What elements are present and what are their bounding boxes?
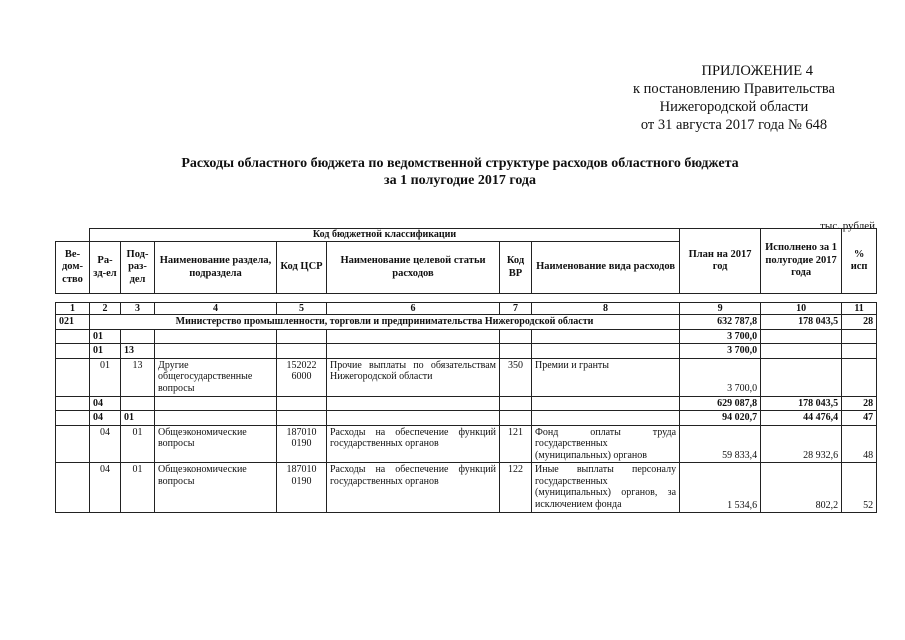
col-number: 10 xyxy=(761,303,842,315)
exec-cell: 178 043,5 xyxy=(761,315,842,330)
region-line: Нижегородской области xyxy=(659,99,809,115)
csr-cell: 152022 6000 xyxy=(277,358,327,396)
col-razdel-header: Ра-зд-ел xyxy=(90,242,121,294)
razdel-cell: 04 xyxy=(90,425,121,463)
podrazdel-cell: 01 xyxy=(121,425,155,463)
document-title xyxy=(0,155,905,189)
column-numbers-row xyxy=(56,303,877,315)
table-row xyxy=(56,425,877,463)
csr-cell: 187010 0190 xyxy=(277,425,327,463)
razdel-cell: 04 xyxy=(90,396,121,411)
col-csr-header: Код ЦСР xyxy=(277,242,327,294)
section-name-cell: Общеэкономические вопросы xyxy=(155,425,277,463)
table-row xyxy=(56,315,877,330)
col-podrazdel-header: Под-раз-дел xyxy=(121,242,155,294)
col-executed-header: Исполнено за 1 полугодие 2017 года xyxy=(761,229,842,294)
exec-cell: 44 476,4 xyxy=(761,411,842,426)
razdel-cell: 01 xyxy=(90,344,121,359)
vr-name-cell: Фонд оплаты труда государственных (муниципальных) органов xyxy=(532,425,680,463)
col-number: 8 xyxy=(532,303,680,315)
podrazdel-cell: 13 xyxy=(121,344,155,359)
csr-cell: 187010 0190 xyxy=(277,463,327,513)
exec-cell: 28 932,6 xyxy=(761,425,842,463)
document-header xyxy=(633,62,835,134)
podrazdel-cell: 13 xyxy=(121,358,155,396)
pct-cell: 28 xyxy=(842,396,877,411)
ministry-name: Министерство промышленности, торговли и предпринимательства Нижегородской области xyxy=(90,315,680,330)
podrazdel-cell: 01 xyxy=(121,463,155,513)
col-number: 11 xyxy=(842,303,877,315)
title-line-2: за 1 полугодие 2017 года xyxy=(383,173,537,188)
plan-cell: 94 020,7 xyxy=(680,411,761,426)
col-number: 7 xyxy=(500,303,532,315)
section-name-cell: Другие общегосударственные вопросы xyxy=(155,358,277,396)
ved-cell: 021 xyxy=(56,315,90,330)
spacer-row xyxy=(56,294,877,303)
razdel-cell: 04 xyxy=(90,411,121,426)
podrazdel-cell: 01 xyxy=(121,411,155,426)
plan-cell: 632 787,8 xyxy=(680,315,761,330)
pct-cell: 52 xyxy=(842,463,877,513)
col-number: 2 xyxy=(90,303,121,315)
col-ved-header: Ве-дом-ство xyxy=(56,242,90,294)
table-row xyxy=(56,411,877,426)
plan-cell: 629 087,8 xyxy=(680,396,761,411)
razdel-cell: 01 xyxy=(90,329,121,344)
plan-cell: 3 700,0 xyxy=(680,329,761,344)
vr-cell: 122 xyxy=(500,463,532,513)
plan-cell: 59 833,4 xyxy=(680,425,761,463)
pct-cell: 28 xyxy=(842,315,877,330)
group-header: Код бюджетной классификации xyxy=(90,229,680,242)
col-name-target-header: Наименование целевой статьи расходов xyxy=(327,242,500,294)
header-group-row xyxy=(56,229,877,242)
table-row xyxy=(56,358,877,396)
title-line-1: Расходы областного бюджета по ведомственной структуре расходов областного бюджета xyxy=(181,156,739,171)
exec-cell: 178 043,5 xyxy=(761,396,842,411)
plan-cell: 1 534,6 xyxy=(680,463,761,513)
table-row xyxy=(56,463,877,513)
col-name-vr-header: Наименование вида расходов xyxy=(532,242,680,294)
col-number: 1 xyxy=(56,303,90,315)
col-percent-header: % исп xyxy=(842,229,877,294)
table-row xyxy=(56,396,877,411)
target-name-cell: Расходы на обеспечение функций государственных органов xyxy=(327,425,500,463)
vr-cell: 350 xyxy=(500,358,532,396)
section-name-cell: Общеэкономические вопросы xyxy=(155,463,277,513)
table-row xyxy=(56,344,877,359)
vr-name-cell: Иные выплаты персоналу государственных (муниципальных) органов, за исключением фонда xyxy=(532,463,680,513)
col-number: 3 xyxy=(121,303,155,315)
vr-cell: 121 xyxy=(500,425,532,463)
plan-cell: 3 700,0 xyxy=(680,358,761,396)
appendix-label: ПРИЛОЖЕНИЕ 4 xyxy=(701,63,813,79)
col-number: 6 xyxy=(327,303,500,315)
razdel-cell: 04 xyxy=(90,463,121,513)
target-name-cell: Расходы на обеспечение функций государственных органов xyxy=(327,463,500,513)
col-vr-header: Код ВР xyxy=(500,242,532,294)
unit-label: тыс. рублей xyxy=(820,220,875,232)
col-number: 4 xyxy=(155,303,277,315)
razdel-cell: 01 xyxy=(90,358,121,396)
col-number: 5 xyxy=(277,303,327,315)
plan-cell: 3 700,0 xyxy=(680,344,761,359)
table-row xyxy=(56,329,877,344)
pct-cell: 47 xyxy=(842,411,877,426)
date-line: от 31 августа 2017 года № 648 xyxy=(640,117,828,133)
col-plan-header: План на 2017 год xyxy=(680,229,761,294)
vr-name-cell: Премии и гранты xyxy=(532,358,680,396)
exec-cell: 802,2 xyxy=(761,463,842,513)
decree-line: к постановлению Правительства xyxy=(633,81,835,97)
col-number: 9 xyxy=(680,303,761,315)
pct-cell: 48 xyxy=(842,425,877,463)
budget-table xyxy=(55,228,877,513)
col-name-section-header: Наименование раздела, подраздела xyxy=(155,242,277,294)
target-name-cell: Прочие выплаты по обязательствам Нижегородской области xyxy=(327,358,500,396)
